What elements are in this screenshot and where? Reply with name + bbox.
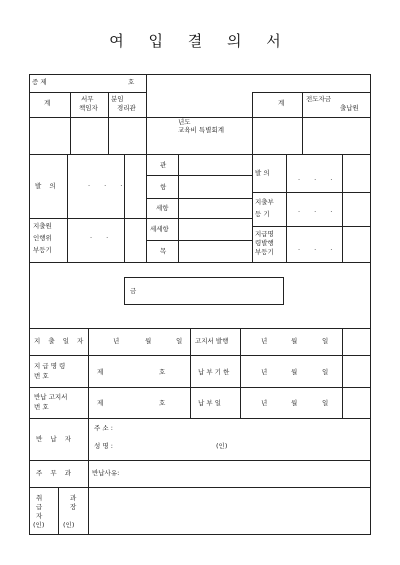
payment-order-line2: 령발행 — [255, 239, 274, 247]
document-number-label: 증 제 — [32, 78, 47, 86]
rule — [88, 418, 89, 535]
expenditure-ledger-dots: . . . — [298, 206, 339, 214]
cashier-label: 출납원 — [340, 104, 359, 112]
budget-sesehang-label: 세세항 — [150, 225, 169, 233]
rule — [29, 328, 371, 329]
refunder-name-label: 성 명 : — [94, 442, 113, 450]
document-number-suffix: 호 — [128, 78, 135, 86]
account-name: 교육비 특별회계 — [178, 126, 225, 134]
notice-issue-year: 년 — [261, 337, 268, 345]
rule — [342, 328, 343, 418]
approval-seomu: 서무 — [81, 95, 94, 103]
rule — [88, 328, 89, 418]
disbursement-officer-line3: 부등기 — [33, 246, 52, 254]
section-chief-seal: (인) — [63, 521, 75, 529]
rule — [29, 387, 371, 388]
notice-issue-month: 월 — [291, 337, 298, 345]
payment-deadline-month: 월 — [291, 368, 298, 376]
refund-notice-je: 제 — [97, 399, 104, 407]
approval-gyeongnigwan: 경리관 — [117, 104, 136, 112]
payment-order-number-line2: 번 호 — [34, 372, 49, 380]
payment-date-month: 월 — [291, 399, 298, 407]
rule — [29, 92, 146, 93]
rule — [342, 154, 343, 262]
rule — [29, 418, 371, 419]
payment-date-year: 년 — [261, 399, 268, 407]
rule — [146, 240, 252, 241]
rule — [108, 92, 109, 154]
refund-notice-number-line1: 반납 고지서 — [34, 393, 68, 401]
budget-sehang-label: 세항 — [156, 204, 169, 212]
disbursement-month: 월 — [145, 337, 152, 345]
refund-notice-number-line2: 번 호 — [34, 403, 49, 411]
rule — [286, 154, 287, 262]
initiation-label: 발 의 — [35, 182, 59, 190]
refund-reason-label: 반납사유: — [92, 469, 120, 477]
rule — [252, 192, 371, 193]
handler-label: 취급자 — [36, 494, 43, 520]
payment-date-day: 일 — [322, 399, 329, 407]
rule — [146, 218, 252, 219]
rule — [146, 175, 252, 176]
rule — [29, 154, 371, 155]
disbursement-day: 일 — [176, 337, 183, 345]
approval-bunim: 분임 — [111, 95, 124, 103]
notice-issue-label: 고지서 발행 — [195, 337, 229, 345]
refunder-seal: (인) — [216, 442, 228, 450]
rule — [240, 328, 241, 418]
amount-label: 금 — [130, 287, 137, 295]
rule — [252, 92, 371, 93]
rule — [252, 92, 253, 117]
expenditure-ledger-line1: 지출부 — [255, 198, 274, 206]
page-title: 여 입 결 의 서 — [109, 32, 291, 50]
expenditure-ledger-line2: 등 기 — [255, 210, 270, 218]
rule — [146, 74, 147, 262]
approval-gye: 계 — [44, 99, 51, 107]
payment-deadline-label: 납 부 기 한 — [198, 368, 230, 376]
section-chief-label: 과장 — [70, 494, 77, 511]
rule — [252, 226, 371, 227]
rule — [302, 92, 303, 154]
disbursement-year: 년 — [113, 337, 120, 345]
rule — [190, 328, 191, 418]
rule — [67, 154, 68, 262]
responsible-dept-label: 주 무 과 — [36, 469, 74, 477]
payment-order-line3: 부등기 — [255, 248, 274, 256]
notice-issue-day: 일 — [322, 337, 329, 345]
budget-mok-label: 목 — [160, 247, 167, 255]
right-initiation-dots: . . . — [298, 174, 339, 182]
rule — [29, 218, 146, 219]
rule — [146, 198, 252, 199]
payment-order-ho: 호 — [159, 368, 166, 376]
refunder-address-label: 주 소 : — [94, 424, 113, 432]
rule — [58, 487, 59, 535]
advance-fund-label: 전도자금 — [306, 95, 332, 103]
disbursement-officer-dots: . . — [90, 232, 115, 240]
payment-order-je: 제 — [97, 368, 104, 376]
rule — [29, 262, 371, 263]
right-initiation-label: 발 의 — [255, 169, 270, 177]
rule — [178, 154, 179, 262]
rule — [29, 117, 371, 118]
payment-order-dots: . . . — [298, 244, 339, 252]
rule — [29, 487, 371, 488]
payment-deadline-year: 년 — [261, 368, 268, 376]
rule — [29, 355, 371, 356]
rule — [70, 92, 71, 154]
payment-order-line1: 지급명 — [255, 230, 274, 238]
payment-order-number-line1: 지 급 명 령 — [34, 362, 66, 370]
approval-gye-right: 계 — [278, 99, 285, 107]
payment-date-label: 납 부 일 — [198, 399, 221, 407]
amount-box — [124, 277, 284, 305]
budget-gwan-label: 관 — [160, 161, 167, 169]
disbursement-date-label: 지 출 일 자 — [34, 337, 87, 345]
refund-notice-ho: 호 — [159, 399, 166, 407]
handler-seal: (인) — [33, 521, 45, 529]
disbursement-officer-line2: 인행위 — [33, 234, 52, 242]
initiation-dots: . . . — [88, 180, 129, 188]
payment-deadline-day: 일 — [322, 368, 329, 376]
budget-hang-label: 항 — [160, 183, 167, 191]
fiscal-year-label: 년도 — [178, 118, 191, 126]
rule — [252, 92, 253, 262]
rule — [29, 460, 371, 461]
rule — [124, 154, 125, 262]
approval-chaegimja: 책임자 — [79, 104, 98, 112]
disbursement-officer-line1: 지출원 — [33, 222, 52, 230]
refunder-label: 반 납 자 — [36, 435, 74, 443]
